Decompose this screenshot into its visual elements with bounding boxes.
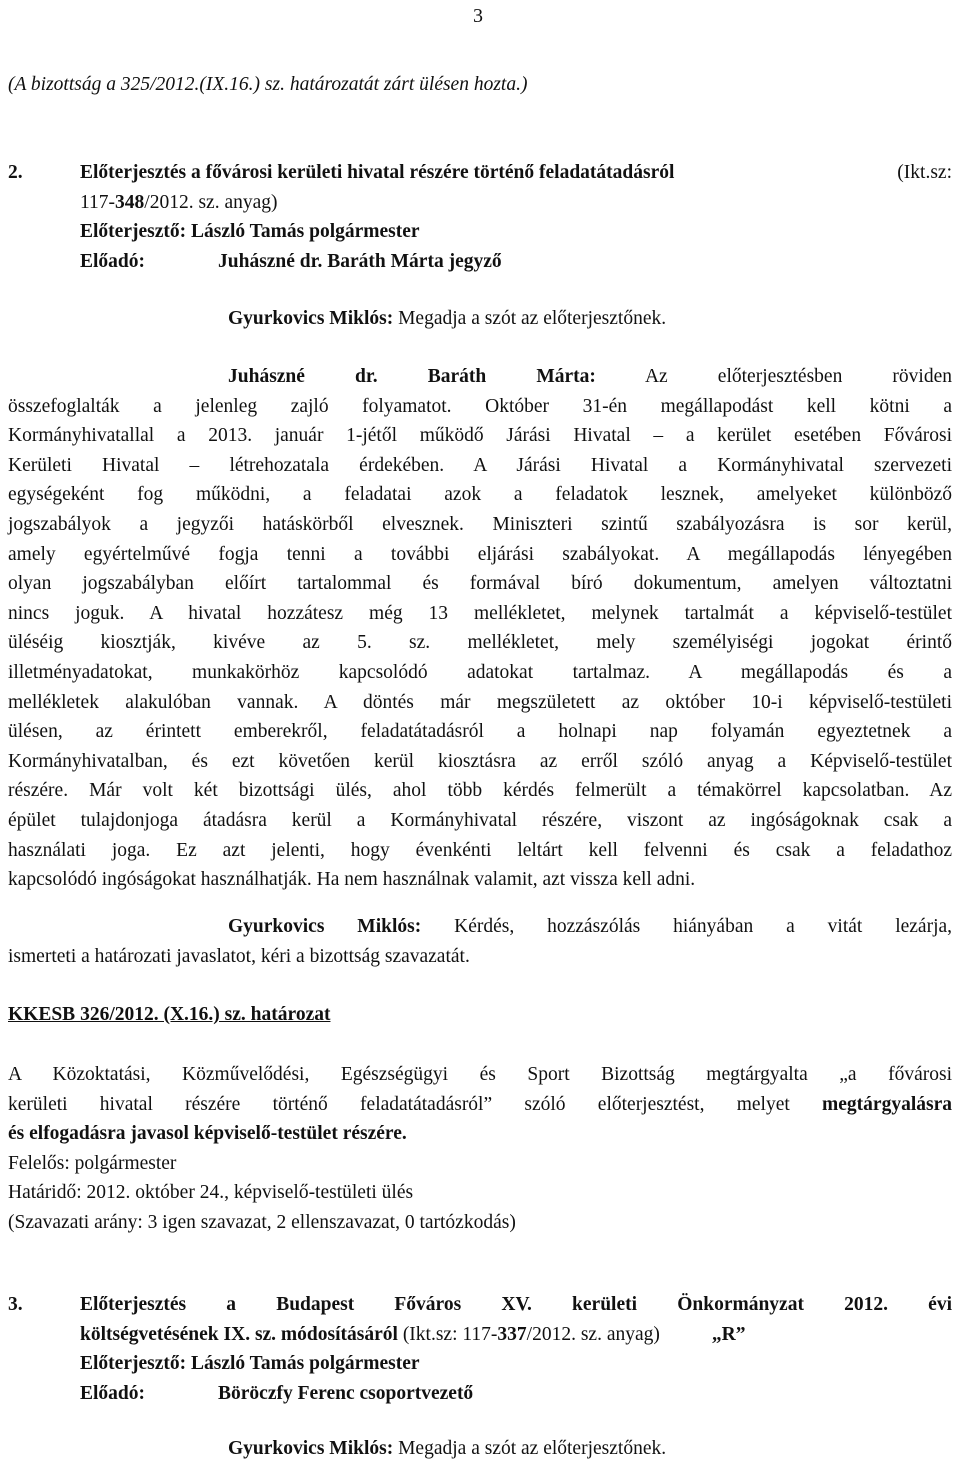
speech-line-6: amely egyértelművé fogja tenni a további eljárási szabályokat. A megállapodás lényegében — [8, 543, 952, 565]
item2-presenter: Előterjesztő: László Tamás polgármester — [80, 221, 420, 243]
item3-title-1: Előterjesztés a Budapest Főváros XV. kerületi Önkormányzat 2012. évi — [80, 1294, 952, 1315]
speech-line-7: olyan jogszabályban előírt tartalommal és formával bíró dokumentum, amelyen változtatni — [8, 573, 952, 595]
speech-line-10: illetményadatokat, munkakörhöz kapcsolódó adatokat tartalmaz. A megállapodás és a — [8, 661, 952, 683]
item2-title: Előterjesztés a fővárosi kerületi hivatal részére történő feladatátadásról — [80, 162, 675, 183]
speech-line-13: Kormányhivatalban, és ezt követően kerül kiosztásra az erről szóló anyag a Képviselő-testület — [8, 750, 952, 772]
main-speech — [8, 362, 952, 895]
speech-line-11: mellékletek alakulóban vannak. A döntés már megszületett az október 10-i képviselő-testületi — [8, 691, 952, 713]
agenda-item-3: 3. Előterjesztés a Budapest Főváros XV. kerületi Önkormányzat 2012. évi költségvetésének IX. sz. módosításáról (Ikt.sz: 117-337/2012. sz. anyag) „R” Előterjesztő: László Tamás polgármester Előadó: Böröczfy Ferenc csoportvezető — [8, 1290, 952, 1408]
speech-line-8: nincs joguk. A hivatal hozzátesz még 13 mellékletet, melynek tartalmát a képviselő-testület — [8, 602, 952, 624]
resolution-title: KKESB 326/2012. (X.16.) sz. határozat — [8, 1004, 331, 1025]
resolution-body: A Közoktatási, Közművelődési, Egészségügyi és Sport Bizottság megtárgyalta „a fővárosi kerületi hivatal részére történő feladatátadásról” szóló előterjesztést, melyet megtárgyalásra és elfogadásra javasol képviselő-testület részére. Felelős: polgármester Határidő: 2012. október 24., képviselő-testületi ülés (Szavazati arány: 3 igen szavazat, 2 ellenszavazat, 0 tartózkodás) — [8, 1060, 952, 1238]
deadline: Határidő: 2012. október 24., képviselő-testületi ülés — [8, 1182, 414, 1204]
speech-line-17: kapcsolódó ingóságokat használhatják. Ha nem használnak valamit, azt vissza kell adni. — [8, 869, 696, 891]
speech-line-12: ülésen, az érintett emberekről, feladatátadásról a holnapi nap folyamán egyeztetnek a — [8, 721, 952, 743]
item2-ref-line: 117-348/2012. sz. anyag) — [80, 191, 278, 213]
closed-session-note: (A bizottság a 325/2012.(IX.16.) sz. határozatát zárt ülésen hozta.) — [8, 74, 528, 95]
item2-speaker: Előadó: Juhászné dr. Baráth Márta jegyző — [80, 250, 502, 272]
vote-ratio: (Szavazati arány: 3 igen szavazat, 2 ellenszavazat, 0 tartózkodás) — [8, 1211, 516, 1233]
speech-line-3: Kerületi Hivatal – létrehozatala érdekében. A Járási Hivatal a Kormányhivatal szervezeti — [8, 454, 952, 476]
item3-title-2: költségvetésének IX. sz. módosításáról (Ikt.sz: 117-337/2012. sz. anyag) „R” — [80, 1323, 746, 1345]
item3-marker: „R” — [711, 1323, 746, 1345]
chair-closing: Gyurkovics Miklós: Kérdés, hozzászólás hiányában a vitát lezárja, ismerteti a határozati javaslatot, kéri a bizottság szavazatát. — [8, 916, 953, 967]
speech-line-9: üléséig kiosztják, kivéve az 5. sz. mellékletet, mely személyiségi jogokat érintő — [8, 632, 952, 654]
item2-title-line: 2. Előterjesztés a fővárosi kerületi hivatal részére történő feladatátadásról (Ikt.sz: — [8, 158, 952, 188]
speech-line-0: Juhászné dr. Baráth Márta: Az előterjesztésben röviden — [228, 366, 952, 387]
agenda-item-2 — [8, 158, 952, 276]
speech-line-14: részére. Már volt két bizottsági ülés, ahol több kérdés felmerült a témakörrel kapcsolatban. Az — [8, 780, 952, 802]
speech-line-16: használati joga. Ez azt jelenti, hogy évenkénti leltárt kell felvenni és csak a feladathoz — [8, 839, 952, 861]
chair-opening: Gyurkovics Miklós: Megadja a szót az előterjesztőnek. — [228, 308, 667, 329]
responsible: Felelős: polgármester — [8, 1152, 177, 1174]
speech-line-2: Kormányhivatallal a 2013. január 1-jétől működő Járási Hivatal – a kerület esetében Fővárosi — [8, 425, 952, 447]
item3-speaker: Előadó: Böröczfy Ferenc csoportvezető — [80, 1382, 474, 1404]
page-number: 3 — [473, 5, 483, 27]
speech-line-5: jogszabályok a jegyzői hatáskörből elvesznek. Miniszteri szintű szabályozásra is sor kerül, — [8, 513, 952, 535]
item2-ref-a: (Ikt.sz: — [897, 162, 952, 183]
speech-line-4: egységeként fog működni, a feladatai azok a feladatok lesznek, amelyeket különböző — [8, 484, 952, 506]
speech-line-1: összefoglalták a jelenleg zajló folyamatot. Október 31-én megállapodást kell kötni a — [8, 395, 952, 417]
item3-presenter: Előterjesztő: László Tamás polgármester — [80, 1353, 420, 1375]
final-chair-line: Gyurkovics Miklós: Megadja a szót az előterjesztőnek. — [228, 1438, 667, 1459]
speech-line-15: épület tulajdonjoga átadásra kerül a Kormányhivatal részére, viszont az ingóságoknak csak a — [8, 809, 952, 831]
